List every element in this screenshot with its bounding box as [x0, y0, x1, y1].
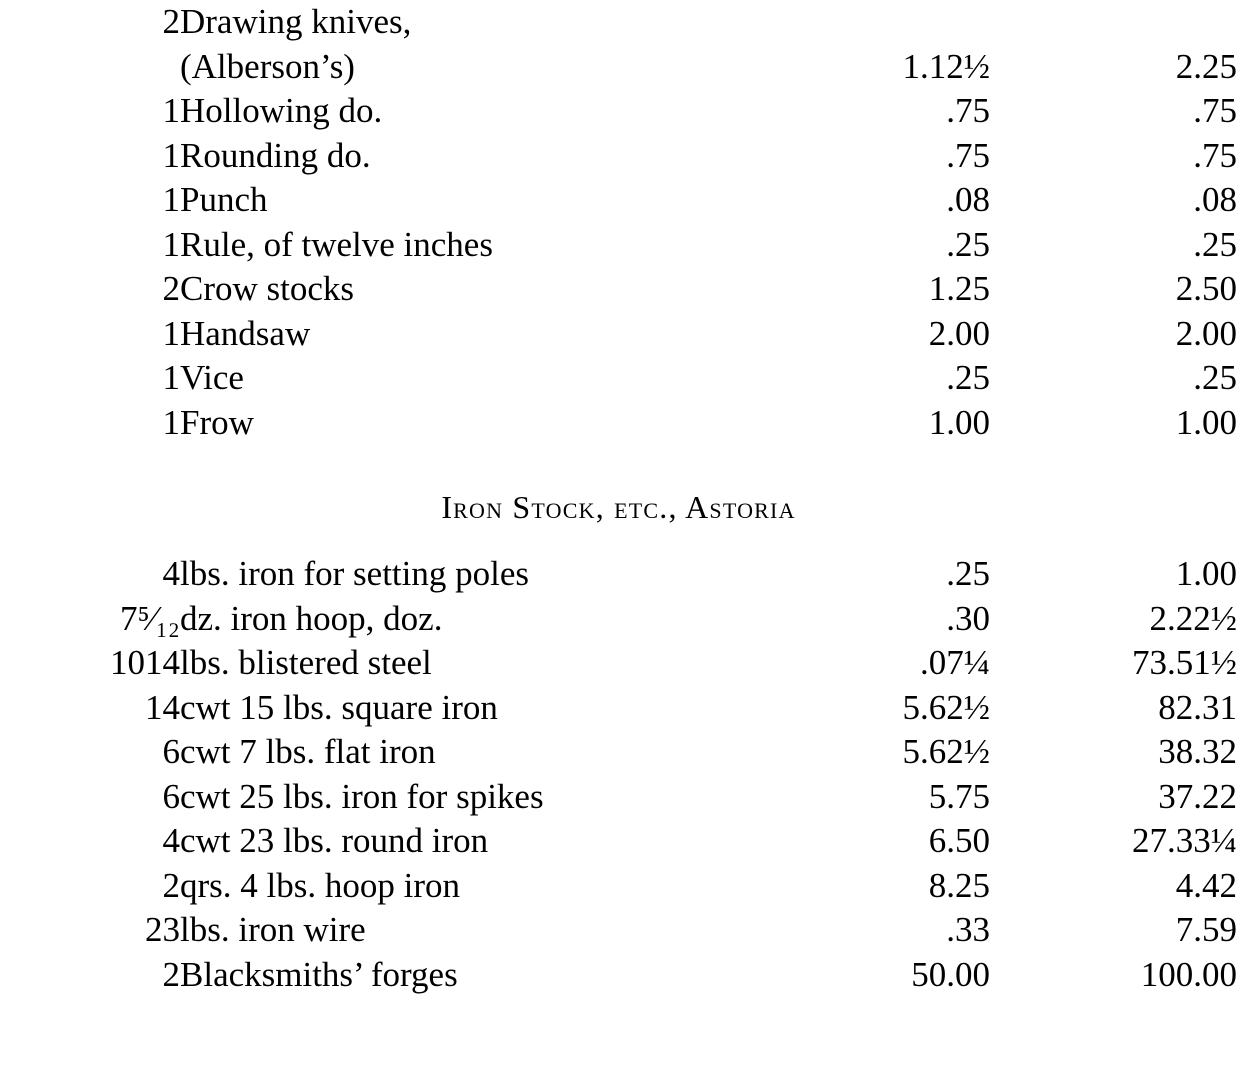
row-rate: .25: [946, 554, 990, 593]
table-row: [0, 552, 1237, 597]
row-rate: .75: [946, 135, 990, 175]
row-description: Rule, of twelve inches: [180, 224, 493, 264]
row-quantity: 1014: [110, 643, 180, 682]
table-row: [0, 45, 1237, 90]
iron-stock-table: [0, 552, 1237, 997]
row-amount: [990, 0, 1237, 45]
row-rate: .07¼: [920, 643, 990, 682]
table-row: [0, 134, 1237, 179]
row-rate: 5.75: [928, 776, 990, 816]
row-rate: 8.25: [928, 865, 990, 905]
row-amount: .25: [1193, 358, 1237, 397]
row-amount: 7.59: [1175, 910, 1237, 949]
row-description: Handsaw: [180, 313, 311, 353]
row-rate: 1.12½: [902, 46, 990, 86]
table-row: [0, 267, 1237, 312]
row-description: Punch: [180, 180, 268, 219]
row-quantity: 1: [162, 180, 180, 219]
row-amount: 2.25: [1175, 46, 1237, 86]
row-description: cwt 7 lbs. flat iron: [180, 732, 436, 771]
table-row: [0, 864, 1237, 909]
row-quantity: 1: [162, 224, 180, 264]
row-description: Hollowing do.: [180, 91, 383, 130]
table-row: [0, 908, 1237, 953]
iron-stock-body: [0, 552, 1237, 997]
table-row: [0, 89, 1237, 134]
row-quantity: 1: [162, 313, 180, 353]
row-amount: 4.42: [1175, 865, 1237, 905]
row-rate: 5.62½: [902, 732, 990, 771]
table-row: [0, 819, 1237, 864]
tools-inventory-table: [0, 0, 1237, 445]
row-quantity: 1: [162, 358, 180, 397]
row-rate: 6.50: [928, 821, 990, 860]
row-amount: .08: [1193, 180, 1237, 219]
row-amount: 82.31: [1158, 687, 1237, 727]
row-quantity: 1: [162, 135, 180, 175]
row-quantity: [0, 45, 180, 90]
row-amount: 1.00: [1175, 402, 1237, 442]
row-amount: 100.00: [1140, 954, 1237, 994]
row-quantity: 6: [162, 776, 180, 816]
row-amount: 2.00: [1175, 313, 1237, 353]
row-quantity: 4: [162, 554, 180, 593]
row-rate: 50.00: [911, 954, 990, 994]
row-rate: .25: [946, 358, 990, 397]
row-quantity: 1: [162, 91, 180, 130]
row-description: Drawing knives,: [180, 2, 412, 41]
row-amount: 2.22½: [1149, 598, 1237, 638]
row-quantity: 2: [162, 954, 180, 994]
table-row: [0, 312, 1237, 357]
row-quantity: 1: [162, 402, 180, 442]
table-row: [0, 0, 1237, 45]
row-rate: 5.62½: [902, 687, 990, 727]
row-rate: 1.00: [928, 402, 990, 442]
table-row: [0, 775, 1237, 820]
row-quantity: 2: [162, 865, 180, 905]
row-amount: 2.50: [1175, 269, 1237, 308]
section-heading-iron-stock: Iron Stock, etc., Astoria: [441, 489, 796, 525]
row-description: Crow stocks: [180, 269, 355, 308]
table-row: [0, 223, 1237, 268]
row-description: Rounding do.: [180, 135, 371, 175]
row-amount: 1.00: [1175, 554, 1237, 593]
row-description: cwt 23 lbs. round iron: [180, 821, 489, 860]
row-description: cwt 15 lbs. square iron: [180, 687, 498, 727]
row-amount: 38.32: [1158, 732, 1237, 771]
row-description: lbs. iron wire: [180, 910, 366, 949]
row-description: qrs. 4 lbs. hoop iron: [180, 865, 460, 905]
row-description: Blacksmiths’ forges: [180, 954, 458, 994]
row-quantity: 2: [162, 2, 180, 41]
row-description: lbs. blistered steel: [180, 643, 432, 682]
row-rate: .75: [946, 91, 990, 130]
row-description: Vice: [180, 358, 244, 397]
table-row: [0, 356, 1237, 401]
row-description: Frow: [180, 402, 254, 442]
row-rate: .33: [946, 910, 990, 949]
row-quantity: 7⁵⁄₁₂: [120, 598, 180, 638]
table-row: [0, 401, 1237, 446]
row-amount: .75: [1193, 91, 1237, 130]
row-description-continuation: (Alberson’s): [180, 46, 355, 86]
table-row: [0, 953, 1237, 998]
row-description: dz. iron hoop, doz.: [180, 598, 443, 638]
row-amount: 27.33¼: [1132, 821, 1237, 860]
row-quantity: 2: [162, 269, 180, 308]
row-quantity: 23: [145, 910, 180, 949]
table-row: [0, 686, 1237, 731]
row-amount: 37.22: [1158, 776, 1237, 816]
table-row: [0, 178, 1237, 223]
row-rate: 1.25: [928, 269, 990, 308]
row-amount: .25: [1193, 224, 1237, 264]
tools-inventory-body: [0, 0, 1237, 445]
row-quantity: 14: [145, 687, 180, 727]
row-description: lbs. iron for setting poles: [180, 554, 529, 593]
row-rate: [740, 0, 990, 45]
row-amount: 73.51½: [1132, 643, 1237, 682]
table-row: [0, 730, 1237, 775]
row-amount: .75: [1193, 135, 1237, 175]
row-quantity: 4: [162, 821, 180, 860]
row-rate: 2.00: [928, 313, 990, 353]
row-description: cwt 25 lbs. iron for spikes: [180, 776, 544, 816]
row-rate: .30: [946, 598, 990, 638]
table-row: [0, 641, 1237, 686]
table-row: [0, 597, 1237, 642]
row-rate: .25: [946, 224, 990, 264]
row-rate: .08: [946, 180, 990, 219]
row-quantity: 6: [162, 732, 180, 771]
